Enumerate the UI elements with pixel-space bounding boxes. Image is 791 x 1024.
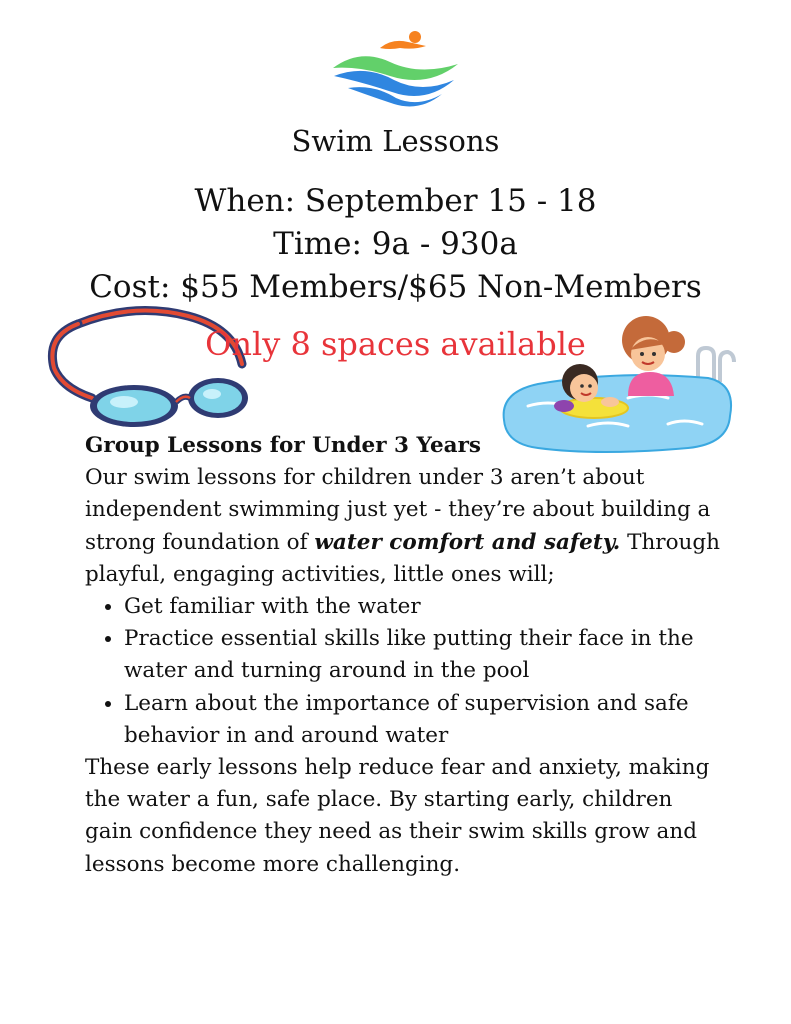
- swimmer-waves-logo: [330, 28, 460, 108]
- list-item: • Learn about the importance of supervision and safe behavior in and around water: [124, 688, 725, 752]
- lesson-description: [85, 430, 725, 881]
- closing-paragraph: These early lessons help reduce fear and anxiety, making the water a fun, safe place. By starting early, children gain confidence they need as their swim skills grow and lessons become more challenging.: [85, 755, 710, 877]
- event-dates: When: September 15 - 18: [194, 183, 597, 219]
- page-title: Swim Lessons: [291, 124, 500, 158]
- intro-text-end: Through playful, engaging activities, little ones will;: [85, 529, 720, 587]
- intro-paragraph: [85, 462, 725, 591]
- intro-text: Our swim lessons for children under 3 aren’t about independent swimming just yet - they’re about building a strong foundation of: [85, 465, 711, 555]
- skills-list: [85, 591, 725, 752]
- section-heading: Group Lessons for Under 3 Years: [85, 433, 482, 458]
- event-cost: Cost: $55 Members/$65 Non-Members: [89, 269, 702, 305]
- availability-notice: Only 8 spaces available: [205, 325, 586, 363]
- list-item: • Practice essential skills like putting their face in the water and turning around in the pool: [124, 623, 725, 687]
- list-item: • Get familiar with the water: [124, 591, 725, 623]
- intro-emphasis: water comfort and safety.: [314, 529, 621, 555]
- event-time: Time: 9a - 930a: [273, 226, 518, 262]
